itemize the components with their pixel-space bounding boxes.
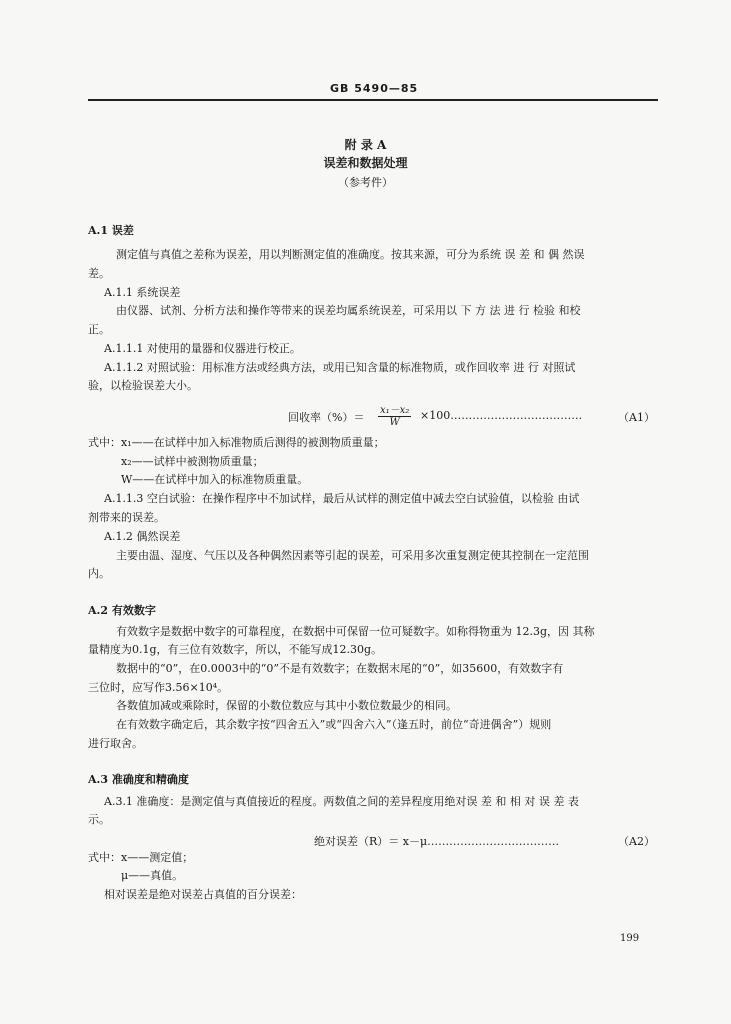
where-line: μ——真值。 [121, 869, 184, 882]
where-line: 式中：x₁——在试样中加入标准物质后测得的被测物质重量； [88, 436, 385, 449]
paragraph-text: 主要由温、湿度、气压以及各种偶然因素等引起的误差，可采用多次重复测定使其控制在一定范围 [116, 549, 589, 562]
section-a11-heading: A.1.1 系统误差 [104, 286, 181, 299]
clause-a31: A.3.1 准确度：是测定值与真值接近的程度。两数值之间的差异程度用绝对误 差 和 相 对 误 差 表 [104, 795, 579, 808]
fraction-numerator: x₁－x₂ [378, 401, 411, 417]
paragraph-text: 在有效数字确定后，其余数字按“四舍五入”或“四舍六入”（逢五时，前位“奇进偶舍”）规则 [116, 718, 552, 731]
paragraph-text: 差。 [88, 267, 110, 280]
appendix-note: （参考件） [338, 176, 393, 189]
page-number: 199 [620, 933, 640, 944]
paragraph-text: 内。 [88, 567, 110, 580]
paragraph-text: 量精度为0.1g，有三位有效数字，所以，不能写成12.30g。 [88, 643, 383, 656]
formula-a1-lhs: 回收率（%）＝ [288, 411, 365, 424]
paragraph-text: 示。 [88, 813, 110, 826]
paragraph-text: 三位时，应写作3.56×10⁴。 [88, 681, 229, 694]
paragraph-text: 测定值与真值之差称为误差，用以判断测定值的准确度。按其来源，可分为系统 误 差 和 偶 然误 [116, 248, 585, 261]
paragraph-text: 相对误差是绝对误差占真值的百分误差： [104, 888, 302, 901]
formula-a1-rhs: ×100……………………………… [420, 409, 583, 422]
formula-a1-number: （A1） [618, 411, 655, 424]
appendix-title: 附 录 A [344, 138, 387, 152]
where-line: x₂——试样中被测物质重量； [121, 455, 264, 468]
standard-number: GB 5490—85 [330, 82, 419, 95]
formula-a1-fraction [378, 401, 411, 428]
clause-a112: A.1.1.2 对照试验：用标准方法或经典方法，或用已知含量的标准物质，或作回收率 进 行 对照试 [104, 361, 576, 374]
clause-a111: A.1.1.1 对使用的量器和仪器进行校正。 [104, 342, 301, 355]
paragraph-text: 正。 [88, 323, 110, 336]
clause-a113: A.1.1.3 空白试验：在操作程序中不加试样，最后从试样的测定值中减去空白试验值，以检验 由试 [104, 492, 580, 505]
header-rule [88, 99, 658, 101]
paragraph-text: 由仪器、试剂、分析方法和操作等带来的误差均属系统误差，可采用以 下 方 法 进 行 检验 和校 [116, 304, 581, 317]
appendix-subtitle: 误差和数据处理 [323, 156, 408, 170]
paragraph-text: 进行取舍。 [88, 737, 143, 750]
fraction-denominator: W [389, 417, 400, 428]
paragraph-text: 验，以检验误差大小。 [88, 379, 198, 392]
where-line: 式中：x——测定值； [88, 851, 194, 864]
section-a1-heading: A.1 误差 [88, 224, 134, 237]
paragraph-text: 各数值加减或乘除时，保留的小数位数应与其中小数位数最少的相同。 [116, 699, 457, 712]
paragraph-text: 有效数字是数据中数字的可靠程度，在数据中可保留一位可疑数字。如称得物重为 12.3g，因 其称 [116, 625, 595, 638]
formula-a2-number: （A2） [618, 835, 655, 848]
section-a12-heading: A.1.2 偶然误差 [104, 530, 181, 543]
where-line: W——在试样中加入的标准物质重量。 [121, 473, 309, 486]
section-a3-heading: A.3 准确度和精确度 [88, 773, 189, 786]
formula-a2: 绝对误差（R）＝ x－μ……………………………… [314, 835, 560, 848]
section-a2-heading: A.2 有效数字 [88, 604, 156, 617]
paragraph-text: 数据中的“0”，在0.0003中的“0”不是有效数字；在数据末尾的“0”，如35600，有效数字有 [116, 662, 564, 675]
paragraph-text: 剂带来的误差。 [88, 511, 165, 524]
